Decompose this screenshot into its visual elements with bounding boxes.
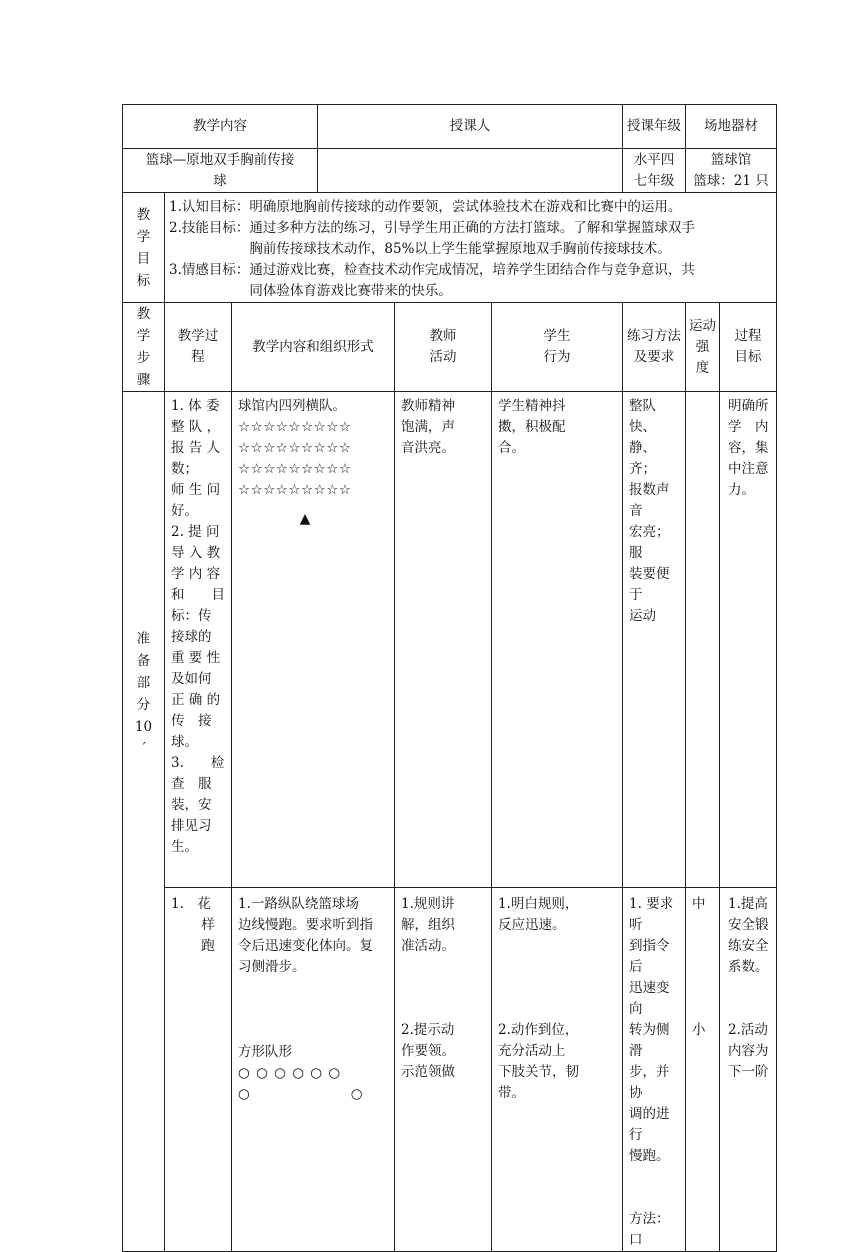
- header-teacher-label: 授课人: [318, 105, 623, 149]
- col-header-intensity: 运动强 度: [686, 303, 720, 392]
- run-intensity: 中 小: [686, 888, 720, 1252]
- col-header-teacher: 教师 活动: [395, 303, 492, 392]
- prep-process-line: 排见习: [171, 818, 212, 834]
- col-header-goal: 过程 目标: [720, 303, 777, 392]
- prep-process-line: 查 服: [171, 776, 212, 792]
- prep-process-line: 1. 体 委: [171, 398, 220, 414]
- objective-skill: 2.技能目标： 通过多种方法的练习，引导学生用正确的方法打篮球。了解和掌握篮球双手 胸前传接球技术动作，85%以上学生能掌握原地双手胸前传接球技术。: [169, 220, 695, 257]
- prep-process-line: 导 入 教: [171, 545, 221, 561]
- prep-process-line: 接球的: [171, 629, 212, 645]
- prep-process-line: 球。: [171, 734, 198, 750]
- run-method: 1. 要求听 到指令后 迅速变向 转为侧滑 步，并协 调的进行 慢跑。 方法：口: [623, 888, 686, 1252]
- prep-process-line: 标：传: [171, 608, 212, 624]
- prep-process-line: 数；: [171, 461, 198, 477]
- run-content: 1.一路纵队绕篮球场 边线慢跑。要求听到指 令后迅速变化体向。复 习侧滑步。 方形队形 ○ ○ ○ ○ ○ ○ ○ ○: [232, 888, 395, 1252]
- prep-process-line: 3. 检: [171, 755, 225, 771]
- lesson-plan-table: [122, 104, 777, 1252]
- col-header-method: 练习方法 及要求: [623, 303, 686, 392]
- prep-content: 球馆内四列横队。 ☆☆☆☆☆☆☆☆☆ ☆☆☆☆☆☆☆☆☆ ☆☆☆☆☆☆☆☆☆ ☆☆☆☆☆☆☆☆☆ ▲: [232, 392, 395, 888]
- prep-process: [165, 392, 232, 888]
- prep-student-behavior: 学生精神抖 擞，积极配 合。: [492, 392, 623, 888]
- lesson-grade: 水平四 七年级: [623, 149, 686, 193]
- formation-label: 方形队形: [238, 1044, 292, 1060]
- col-header-student: 学生 行为: [492, 303, 623, 392]
- objectives-label: 教 学 目 标: [123, 193, 165, 303]
- prep-process-line: 生。: [171, 839, 198, 855]
- prep-process-line: 2. 提 问: [171, 524, 220, 540]
- prep-process-line: 学 内 容: [171, 566, 221, 582]
- lesson-content: 篮球—原地双手胸前传接 球: [123, 149, 318, 193]
- prep-process-line: 重 要 性: [171, 650, 221, 666]
- run-goal: 1.提高 安全锻 练安全 系数。 2.活动 内容为 下一阶: [720, 888, 777, 1252]
- prep-process-line: 及如何: [171, 671, 212, 687]
- prep-process-line: 装，安: [171, 797, 212, 813]
- header-content-label: 教学内容: [123, 105, 318, 149]
- header-grade-label: 授课年级: [623, 105, 686, 149]
- prep-section-label: 准 备 部 分 10 ´: [123, 392, 165, 1252]
- run-student-behavior: 1.明白规则， 反应迅速。 2.动作到位， 充分活动上 下肢关节，韧 带。: [492, 888, 623, 1252]
- prep-method: 整队快、 静、齐； 报数声音 宏亮；服 装要便于 运动: [623, 392, 686, 888]
- run-teacher-activity: 1.规则讲 解，组织 准活动。 2.提示动 作要领。 示范领做: [395, 888, 492, 1252]
- run-process: 1. 花 样 跑: [165, 888, 232, 1252]
- col-header-content: 教学内容和组织形式: [232, 303, 395, 392]
- objectives-body: [165, 193, 777, 303]
- prep-process-line: 和 目: [171, 587, 225, 603]
- prep-process-line: 师 生 问: [171, 482, 221, 498]
- header-equipment-label: 场地器材: [686, 105, 777, 149]
- prep-process-line: 好。: [171, 503, 198, 519]
- prep-goal: 明确所 学 内 容，集 中注意 力。: [720, 392, 777, 888]
- lesson-teacher: [318, 149, 623, 193]
- formation-circles-side: ○ ○: [238, 1086, 364, 1102]
- formation-circles-row: ○ ○ ○ ○ ○ ○: [238, 1065, 342, 1081]
- steps-label: 教 学 步 骤: [123, 303, 165, 392]
- prep-intensity: [686, 392, 720, 888]
- lesson-equipment: 篮球馆 篮球：21 只: [686, 149, 777, 193]
- prep-process-line: 传 接: [171, 713, 212, 729]
- teacher-position-triangle-icon: ▲: [299, 511, 311, 527]
- prep-process-line: 报 告 人: [171, 440, 221, 456]
- objective-cognitive: 1.认知目标： 明确原地胸前传接球的动作要领，尝试体验技术在游戏和比赛中的运用。: [169, 199, 682, 215]
- student-formation-stars: ☆☆☆☆☆☆☆☆☆ ☆☆☆☆☆☆☆☆☆ ☆☆☆☆☆☆☆☆☆ ☆☆☆☆☆☆☆☆☆: [238, 419, 352, 498]
- prep-process-line: 正 确 的: [171, 692, 221, 708]
- objective-affective: 3.情感目标： 通过游戏比赛，检查技术动作完成情况，培养学生团结合作与竞争意识，共 同体验体育游戏比赛带来的快乐。: [169, 262, 695, 299]
- prep-process-line: 整 队 ，: [171, 419, 221, 435]
- prep-teacher-activity: 教师精神 饱满，声 音洪亮。: [395, 392, 492, 888]
- col-header-process: 教学过 程: [165, 303, 232, 392]
